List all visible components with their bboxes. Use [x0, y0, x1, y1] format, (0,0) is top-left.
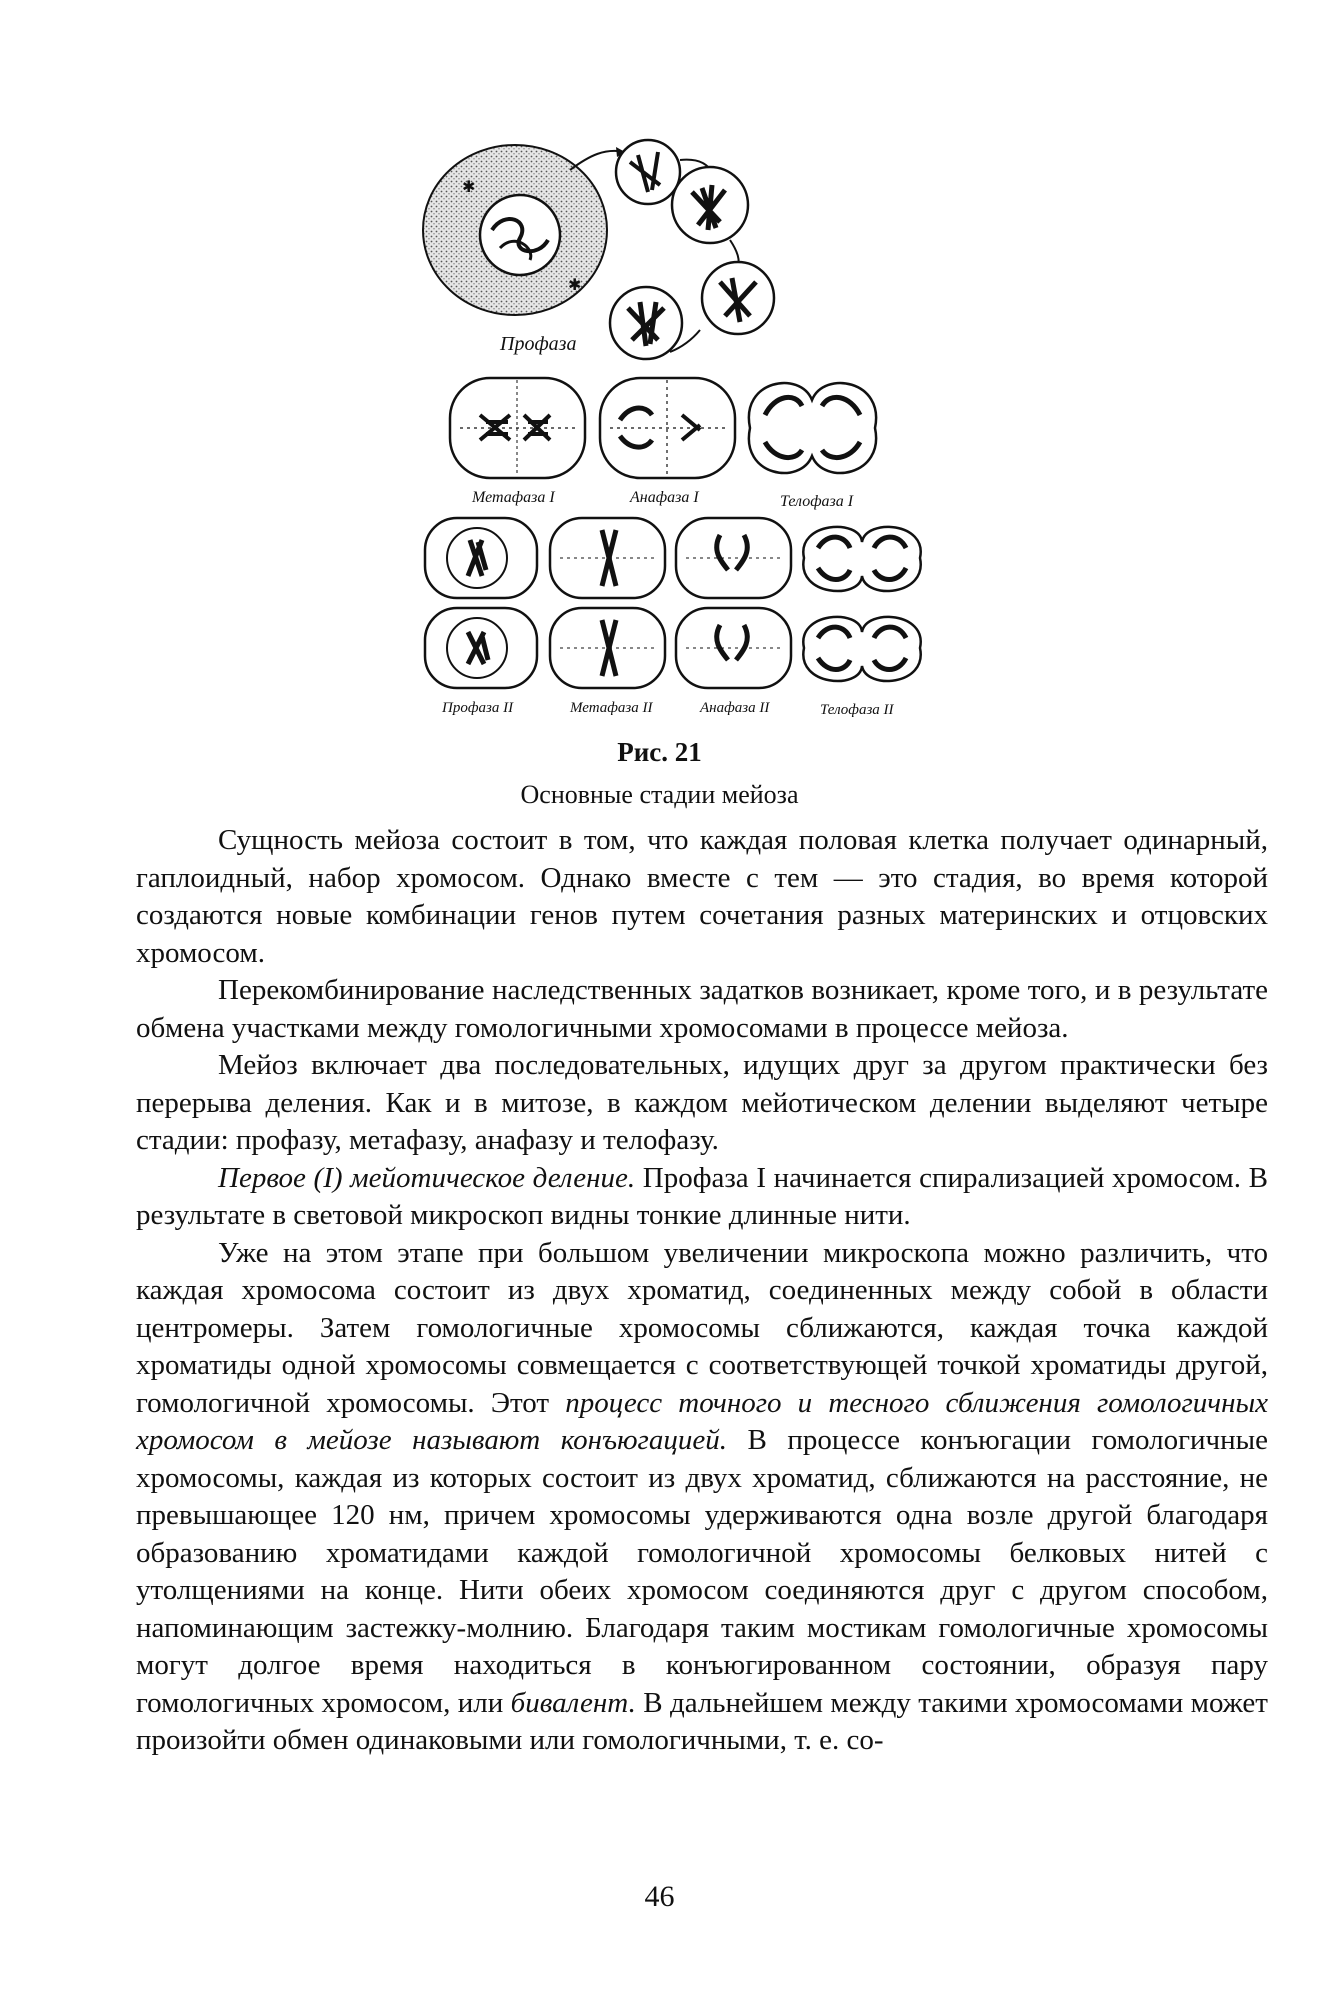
- label-anaphase1: Анафаза I: [630, 489, 699, 506]
- meiosis-illustration: [420, 130, 980, 720]
- svg-text:✱: ✱: [462, 179, 476, 196]
- paragraph: [136, 1235, 1268, 1760]
- meiosis-stages-figure: [420, 130, 980, 720]
- metaphase1-cell: [450, 378, 585, 478]
- label-telophase2: Телофаза II: [820, 702, 894, 718]
- label-telophase1: Телофаза I: [780, 493, 854, 510]
- text-run: В процессе конъюгации гомологичные хромосомы, каждая из которых состоит из двух хроматид, сближаются на расстояние, не превышающее 120 нм, причем хромосомы удерживаются одна возле другой благодаря образованию хроматидами каждой гомологичной хромосомы белковых нитей с утолщениями на конце. Нити обеих хромосом соединяются друг с другом способом, напоминающим застежку-молнию. Благодаря таким мостикам гомологичные хромосомы могут долгое время находиться в конъюгированном состоянии, образуя пару гомологичных хромосом, или: [136, 1424, 1268, 1719]
- italic-text: бивалент.: [510, 1686, 636, 1719]
- label-prophase: Профаза: [500, 333, 577, 355]
- italic-text: Первое (I) мейотическое деление.: [218, 1161, 636, 1194]
- text-run: Профаза I начинается спирализацией хромосом. В результате в световой микроскоп видны тонкие длинные нити.: [136, 1161, 1268, 1231]
- telophase1-cell: [749, 383, 876, 473]
- text-run: Уже на этом этапе при большом увеличении микроскопа можно различить, что каждая хромосома состоит из двух хроматид, соединенных между собой в области центромеры. Затем гомологичные хромосомы сближаются, каждая точка каждой хроматиды одной хромосомы совмещается с соответствующей точкой хроматиды другой, гомологичной хромосомы. Этот: [136, 1236, 1268, 1419]
- meiosis2-row-bottom: [425, 608, 921, 688]
- text-run: Сущность мейоза состоит в том, что каждая половая клетка получает одинарный, гаплоидный, набор хромосом. Однако вместе с тем — это стадия, во время которой создаются новые комбинации генов путем сочетания разных материнских и отцовских хромосом.: [136, 824, 1268, 969]
- text-run: Перекомбинирование наследственных задатков возникает, кроме того, и в результате обмена участками между гомологичными хромосомами в процессе мейоза.: [136, 974, 1268, 1044]
- figure-number: Рис. 21: [617, 737, 702, 767]
- figure-title: Основные стадии мейоза: [520, 780, 799, 809]
- body-text: [136, 822, 1268, 1760]
- label-anaphase2: Анафаза II: [700, 700, 770, 716]
- page-number: 46: [644, 1880, 675, 1913]
- prophase-cell: [423, 145, 607, 315]
- anaphase1-cell: [600, 378, 735, 478]
- text-run: В дальнейшем между такими хромосомами может произойти обмен одинаковыми или гомологичными, т. е. со-: [136, 1686, 1268, 1756]
- paragraph: [136, 1047, 1268, 1160]
- paragraph: [136, 972, 1268, 1047]
- meiosis2-row-top: [425, 518, 921, 598]
- svg-text:✱: ✱: [568, 277, 582, 294]
- label-metaphase1: Метафаза I: [472, 489, 555, 506]
- label-metaphase2: Метафаза II: [570, 700, 653, 716]
- italic-text: процесс точного и тесного сближения гомологичных хромосом в мейозе называют конъюгацией.: [136, 1386, 1268, 1456]
- paragraph: [136, 1160, 1268, 1235]
- paragraph: [136, 822, 1268, 972]
- label-prophase2: Профаза II: [442, 700, 514, 716]
- text-run: Мейоз включает два последовательных, идущих друг за другом практически без перерыва деления. Как и в митозе, в каждом мейотическом делении выделяют четыре стадии: профазу, метафазу, анафазу и телофазу.: [136, 1049, 1268, 1156]
